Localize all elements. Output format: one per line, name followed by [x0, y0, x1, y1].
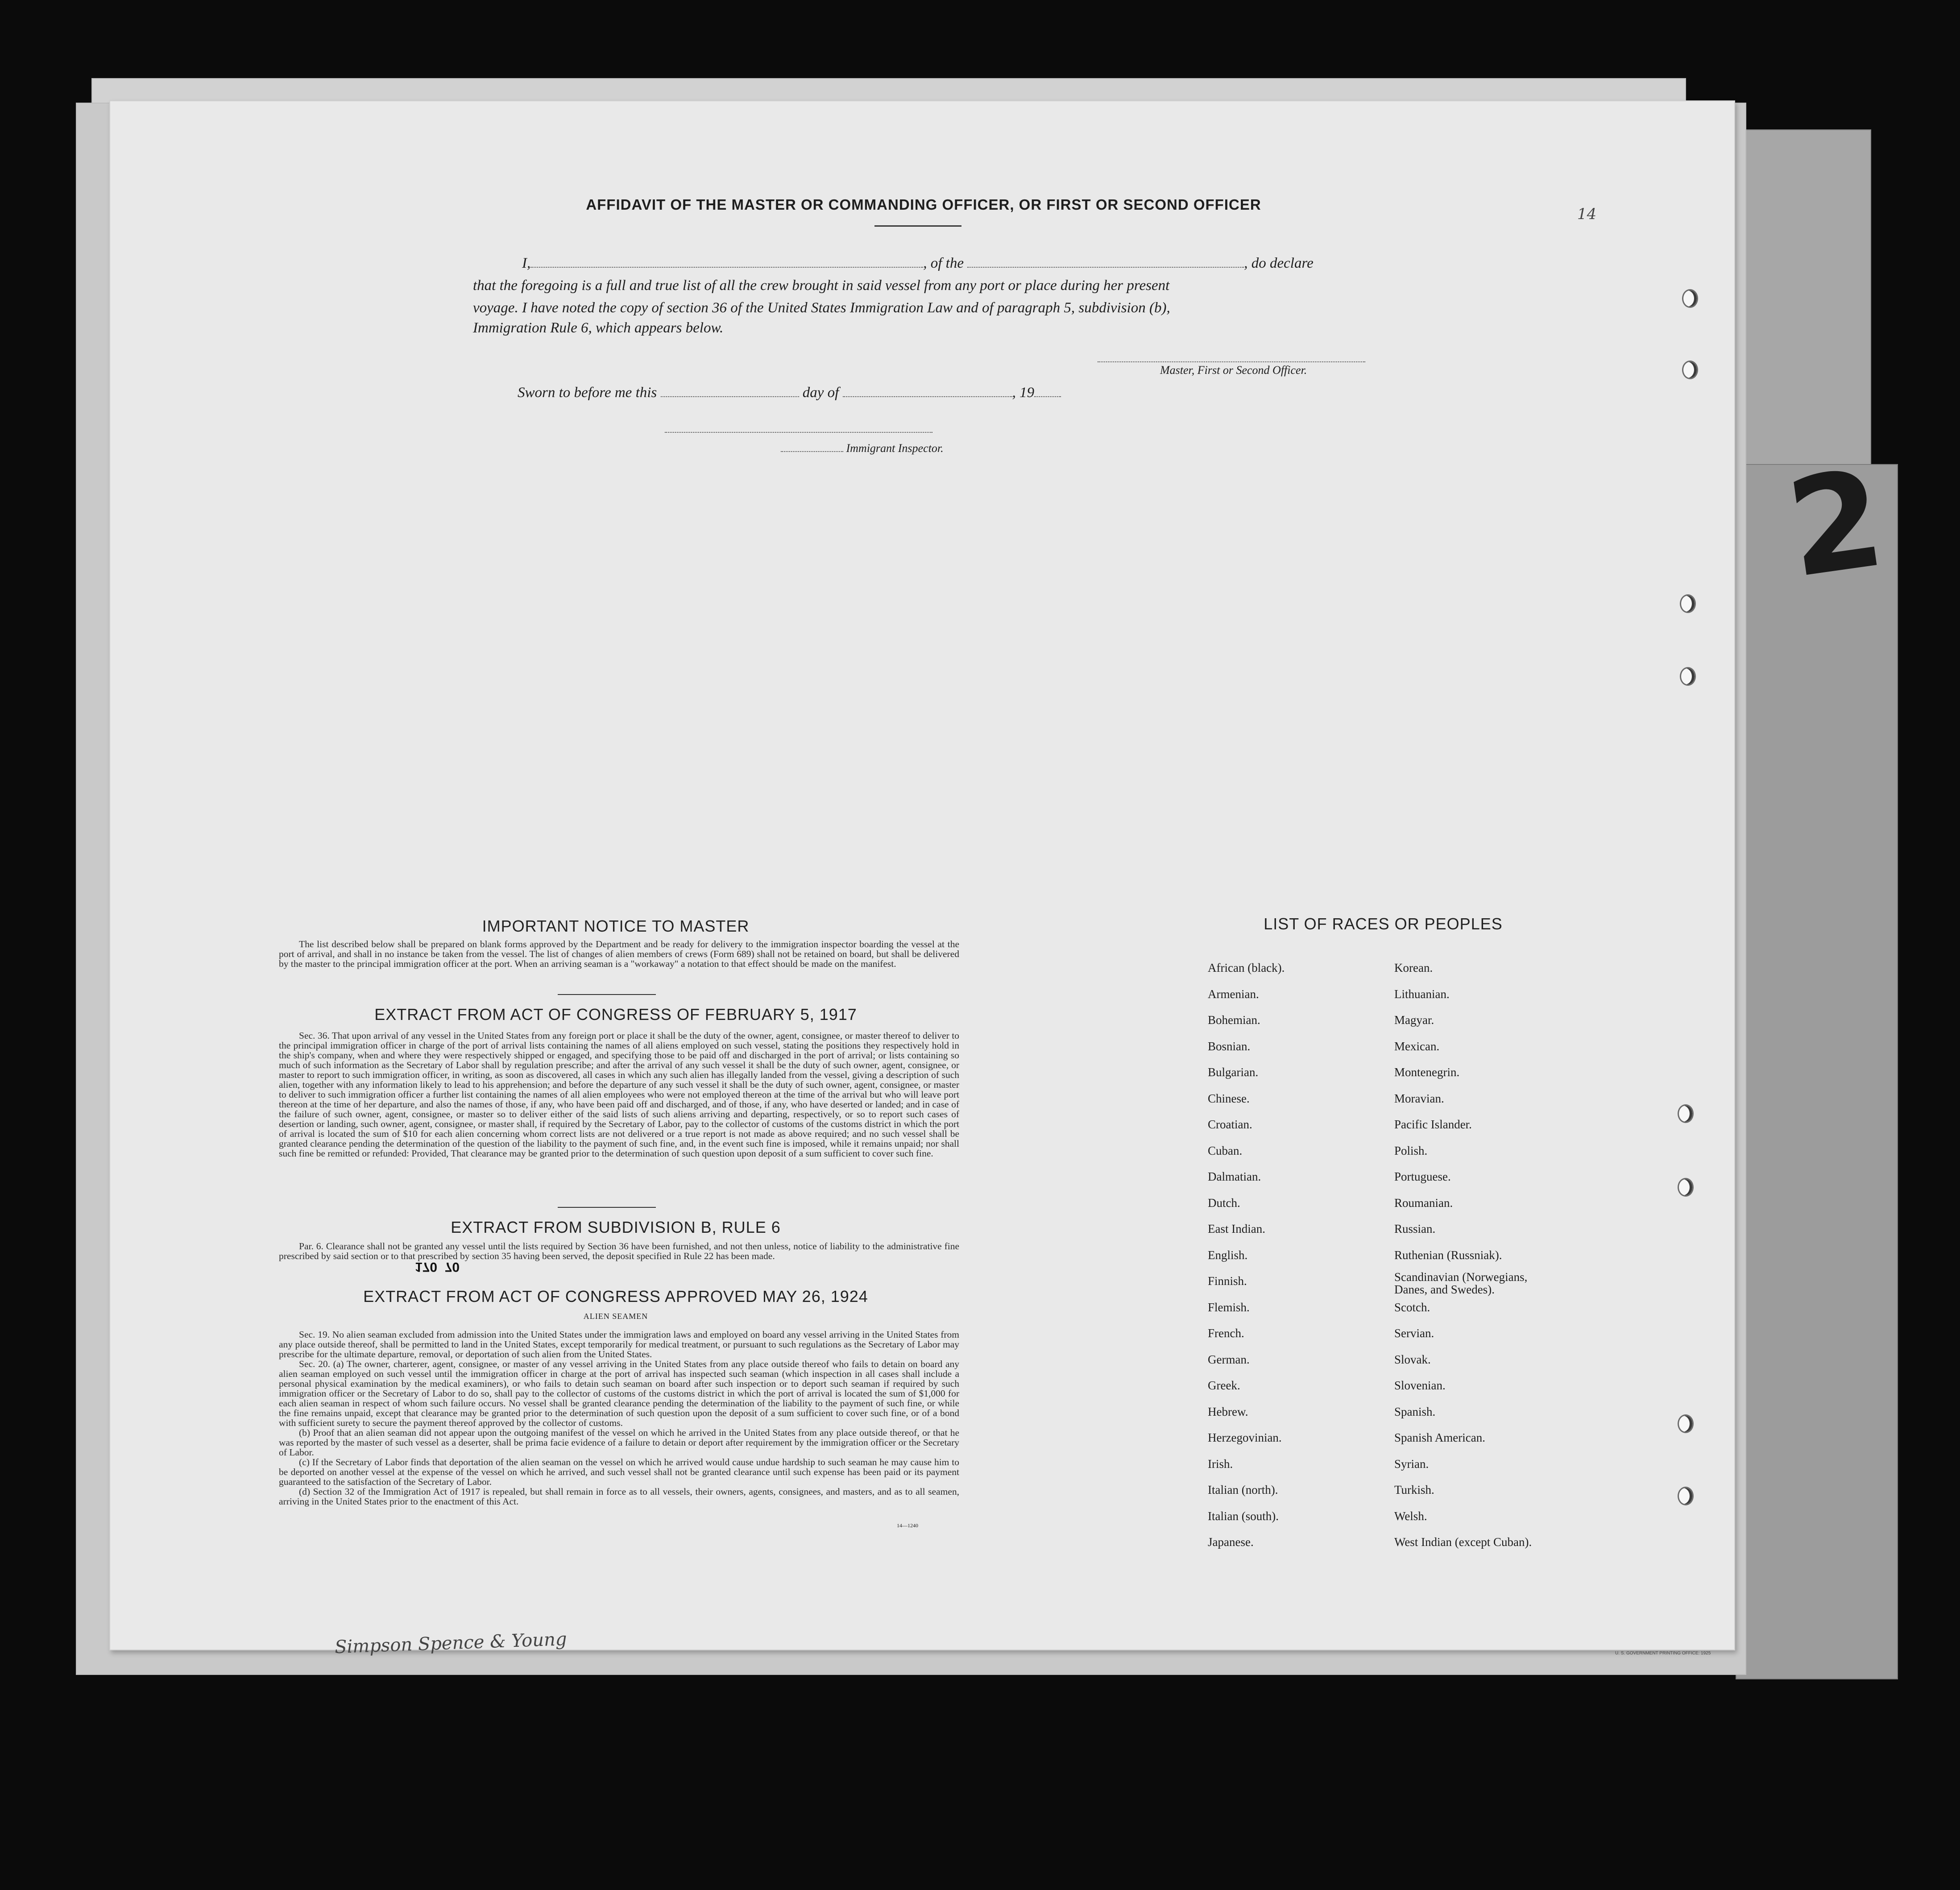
races-column-2 [1394, 955, 1555, 1555]
race-item: Dutch. [1208, 1196, 1240, 1210]
sworn-line: Sworn to before me this day of , 19 [518, 381, 1410, 404]
races-heading: LIST OF RACES OR PEOPLES [1264, 915, 1503, 933]
race-item: Roumanian. [1394, 1196, 1453, 1210]
race-item: African (black). [1208, 961, 1285, 974]
race-item: Spanish American. [1394, 1431, 1485, 1444]
notice-heading: IMPORTANT NOTICE TO MASTER [482, 917, 750, 935]
race-item: Spanish. [1394, 1405, 1436, 1418]
master-caption: Master, First or Second Officer. [1160, 364, 1307, 377]
race-item: English. [1208, 1248, 1248, 1262]
inspector-signature-line [665, 432, 932, 433]
binder-hole-icon [1682, 361, 1698, 379]
race-item: Italian (south). [1208, 1509, 1279, 1523]
race-item: Montenegrin. [1394, 1065, 1460, 1079]
handwritten-number: 2 [1778, 440, 1893, 608]
race-item: Moravian. [1394, 1091, 1444, 1105]
handwritten-signature: Simpson Spence & Young [334, 1629, 568, 1658]
affidavit-line-4: Immigration Rule 6, which appears below. [473, 320, 724, 336]
race-item: Scandinavian (Norwegians, Danes, and Swedes). [1394, 1270, 1528, 1296]
race-item: Russian. [1394, 1222, 1436, 1235]
race-item: Bosnian. [1208, 1039, 1251, 1053]
race-item: Servian. [1394, 1326, 1434, 1340]
race-item: Scotch. [1394, 1300, 1430, 1314]
binder-hole-icon [1682, 289, 1698, 308]
binder-hole-icon [1678, 1487, 1694, 1505]
sec-19-text: Sec. 19. No alien seaman excluded from admission into the United States under the immigration laws and employed on board any vessel arriving in the United States from any place outside thereof, shall be permitted to land in the United States, except temporarily for medical treatment, or pursuant to such regulations as the Secretary of Labor may prescribe for the ultimate departure, removal, or deportation of such alien from the United States. [279, 1329, 959, 1359]
race-item: Korean. [1394, 961, 1433, 974]
race-item: Mexican. [1394, 1039, 1440, 1053]
race-item: Herzegovinian. [1208, 1431, 1282, 1444]
binder-hole-icon [1678, 1414, 1694, 1433]
race-item: Slovenian. [1394, 1379, 1446, 1392]
race-item: Croatian. [1208, 1118, 1252, 1131]
printer-imprint: U. S. GOVERNMENT PRINTING OFFICE: 1925 [1615, 1651, 1711, 1656]
race-item: Finnish. [1208, 1274, 1247, 1288]
sec-20d-text: (d) Section 32 of the Immigration Act of 1917 is repealed, but shall remain in force as to all vessels, their owners, agents, consignees, and masters, and as to all seamen, arriving in the United States prior to the enactment of this Act. [279, 1486, 959, 1507]
race-item: Dalmatian. [1208, 1170, 1261, 1183]
back-sheet-edge-lower [1736, 464, 1898, 1679]
race-item: French. [1208, 1326, 1244, 1340]
affidavit-line-1: I, , of the , do declare [473, 252, 1365, 274]
race-item: West Indian (except Cuban). [1394, 1535, 1532, 1549]
affidavit-line-2: that the foregoing is a full and true list of all the crew brought in said vessel from any port or place during her present [473, 278, 1170, 294]
extract-1917-text: Sec. 36. That upon arrival of any vessel in the United States from any foreign port or place it shall be the duty of the owner, agent, consignee, or master thereof to deliver to the principal immigration officer in charge of the port of arrival lists containing the names of all aliens employed on such vessel, stating the positions they respectively hold in the ship's company, when and where they were respectively shipped or engaged, and specifying those to be paid off and discharged in the port of arrival; or lists containing so much of such information as the Secretary of Labor shall by regulation prescribe; and after the arrival of any such vessel it shall be the duty of such owner, agent, consignee, or master to report to such immigration officer, in writing, as soon as discovered, all cases in which any such alien has illegally landed from the vessel, giving a description of such alien, together with any information likely to lead to his apprehension; and before the departure of any such vessel it shall be the duty of such owner, agent, consignee, or master to deliver to such immigration officer a further list containing the names of all alien employees who were not employed thereon at the time of the arrival but who will leave port thereon at the time of her departure, and also the names of those, if any, who have been paid off and discharged, and of those, if any, who have deserted or landed; and in case of the failure of such owner, agent, consignee, or master so to deliver either of the said lists of such aliens arriving and departing, respectively, or so to report such cases of desertion or landing, such owner, agent, consignee, or master shall, if required by the Secretary of Labor, pay to the collector of customs of the customs district in which the port of arrival is located the sum of $10 for each alien concerning whom correct lists are not delivered or a true report is not made as above required; and no such vessel shall be granted clearance pending the determination of the question of the liability to the payment of such fine, and, in the event such fine is imposed, while it remains unpaid; nor shall such fine be remitted or refunded: Provided, That clearance may be granted prior to the determination of such question upon deposit of a sum sufficient to cover such fine. [279, 1030, 959, 1159]
extract-1924-heading: EXTRACT FROM ACT OF CONGRESS APPROVED MAY 26, 1924 [363, 1287, 868, 1306]
race-item: German. [1208, 1352, 1250, 1366]
binder-hole-icon [1678, 1178, 1694, 1197]
extract-1924-text [279, 1330, 959, 1506]
stamp-number: 170 70 [415, 1260, 460, 1274]
binder-hole-icon [1680, 667, 1696, 686]
race-item: Bohemian. [1208, 1013, 1260, 1027]
race-item: Welsh. [1394, 1509, 1427, 1523]
race-item: Bulgarian. [1208, 1065, 1259, 1079]
race-item: Greek. [1208, 1379, 1240, 1392]
race-item: Magyar. [1394, 1013, 1434, 1027]
extract-1917-heading: EXTRACT FROM ACT OF CONGRESS OF FEBRUARY 5, 1917 [374, 1005, 857, 1024]
section-rule [558, 994, 656, 995]
affidavit-title: AFFIDAVIT OF THE MASTER OR COMMANDING OFFICER, OR FIRST OR SECOND OFFICER [586, 196, 1261, 213]
title-rule [874, 225, 961, 227]
sec-20c-text: (c) If the Secretary of Labor finds that deportation of the alien seaman on the vessel on which he arrived would cause undue hardship to such seaman he may cause him to be deported on another vessel at the expense of the vessel on which he arrived, and such vessel shall not be granted clearance until such expense has been paid or its payment guaranteed to the satisfaction of the Secretary of Labor. [279, 1457, 959, 1487]
alien-seamen-subheading: ALIEN SEAMEN [583, 1312, 648, 1321]
race-item: Japanese. [1208, 1535, 1254, 1549]
race-item: Slovak. [1394, 1352, 1431, 1366]
race-item: Flemish. [1208, 1300, 1250, 1314]
master-signature-line [1098, 361, 1365, 362]
race-item: Syrian. [1394, 1457, 1429, 1471]
sec-20b-text: (b) Proof that an alien seaman did not appear upon the outgoing manifest of the vessel on which he arrived in the United States from any place outside thereof, or that he was reported by the master of such vessel as a deserter, shall be prima facie evidence of a failure to detain or deport after requirement by the immigration officer or the Secretary of Labor. [279, 1427, 959, 1458]
sec-20a-text: Sec. 20. (a) The owner, charterer, agent, consignee, or master of any vessel arriving in the United States from any place outside thereof who fails to detain on board any alien seaman employed on such vessel until the immigration officer in charge at the port of arrival has inspected such seaman (which inspection in all cases shall include a personal physical examination by the medical examiners), or who fails to detain such seaman on board after such inspection or to deport such seaman if required by such immigration officer or the Secretary of Labor to do so, shall pay to the collector of customs of the customs district in which the port of arrival is located the sum of $1,000 for each alien seaman in respect of whom such failure occurs. No vessel shall be granted clearance pending the determination of the liability to the payment of such fine, or while the fine remains unpaid, except that clearance may be granted prior to the determination of such question upon the deposit of a sum sufficient to cover such fine, or of a bond with sufficient surety to secure the payment thereof approved by the collector of customs. [279, 1359, 959, 1428]
binder-hole-icon [1678, 1104, 1694, 1123]
race-item: Hebrew. [1208, 1405, 1248, 1418]
binder-hole-icon [1680, 594, 1696, 613]
race-item: Polish. [1394, 1144, 1428, 1157]
race-item: Lithuanian. [1394, 987, 1450, 1001]
race-item: Armenian. [1208, 987, 1259, 1001]
form-number: 14—1240 [897, 1522, 918, 1529]
race-item: Italian (north). [1208, 1483, 1278, 1496]
race-item: Turkish. [1394, 1483, 1434, 1496]
race-item: Pacific Islander. [1394, 1118, 1472, 1131]
race-item: Chinese. [1208, 1091, 1250, 1105]
extract-rule6-heading: EXTRACT FROM SUBDIVISION B, RULE 6 [451, 1218, 781, 1236]
races-column-1 [1208, 955, 1285, 1555]
race-item: East Indian. [1208, 1222, 1265, 1235]
race-item: Irish. [1208, 1457, 1233, 1471]
inspector-caption: Immigrant Inspector. [781, 442, 944, 455]
race-item: Cuban. [1208, 1144, 1243, 1157]
race-item: Portuguese. [1394, 1170, 1451, 1183]
affidavit-line-3: voyage. I have noted the copy of section 36 of the United States Immigration Law and of paragraph 5, subdivision (b), [473, 300, 1170, 316]
race-item: Ruthenian (Russniak). [1394, 1248, 1502, 1262]
extract-rule6-text: Par. 6. Clearance shall not be granted any vessel until the lists required by Section 36 have been furnished, and not then unless, notice of liability to the administrative fine prescribed by said section or to that prescribed by section 35 having been served, the deposit specified in Rule 22 has been made. [279, 1241, 959, 1261]
section-rule [558, 1207, 656, 1208]
corner-handwritten-mark: 14 [1577, 205, 1597, 223]
notice-text: The list described below shall be prepared on blank forms approved by the Department and be ready for delivery to the immigration inspector boarding the vessel at the port of arrival, and shall in no instance be taken from the vessel. The list of changes of alien members of crews (Form 689) shall not be retained on board, but shall be delivered by the master to the principal immigration officer at the port. When an arriving seaman is a "workaway" a notation to that effect should be made on the manifest. [279, 939, 959, 969]
